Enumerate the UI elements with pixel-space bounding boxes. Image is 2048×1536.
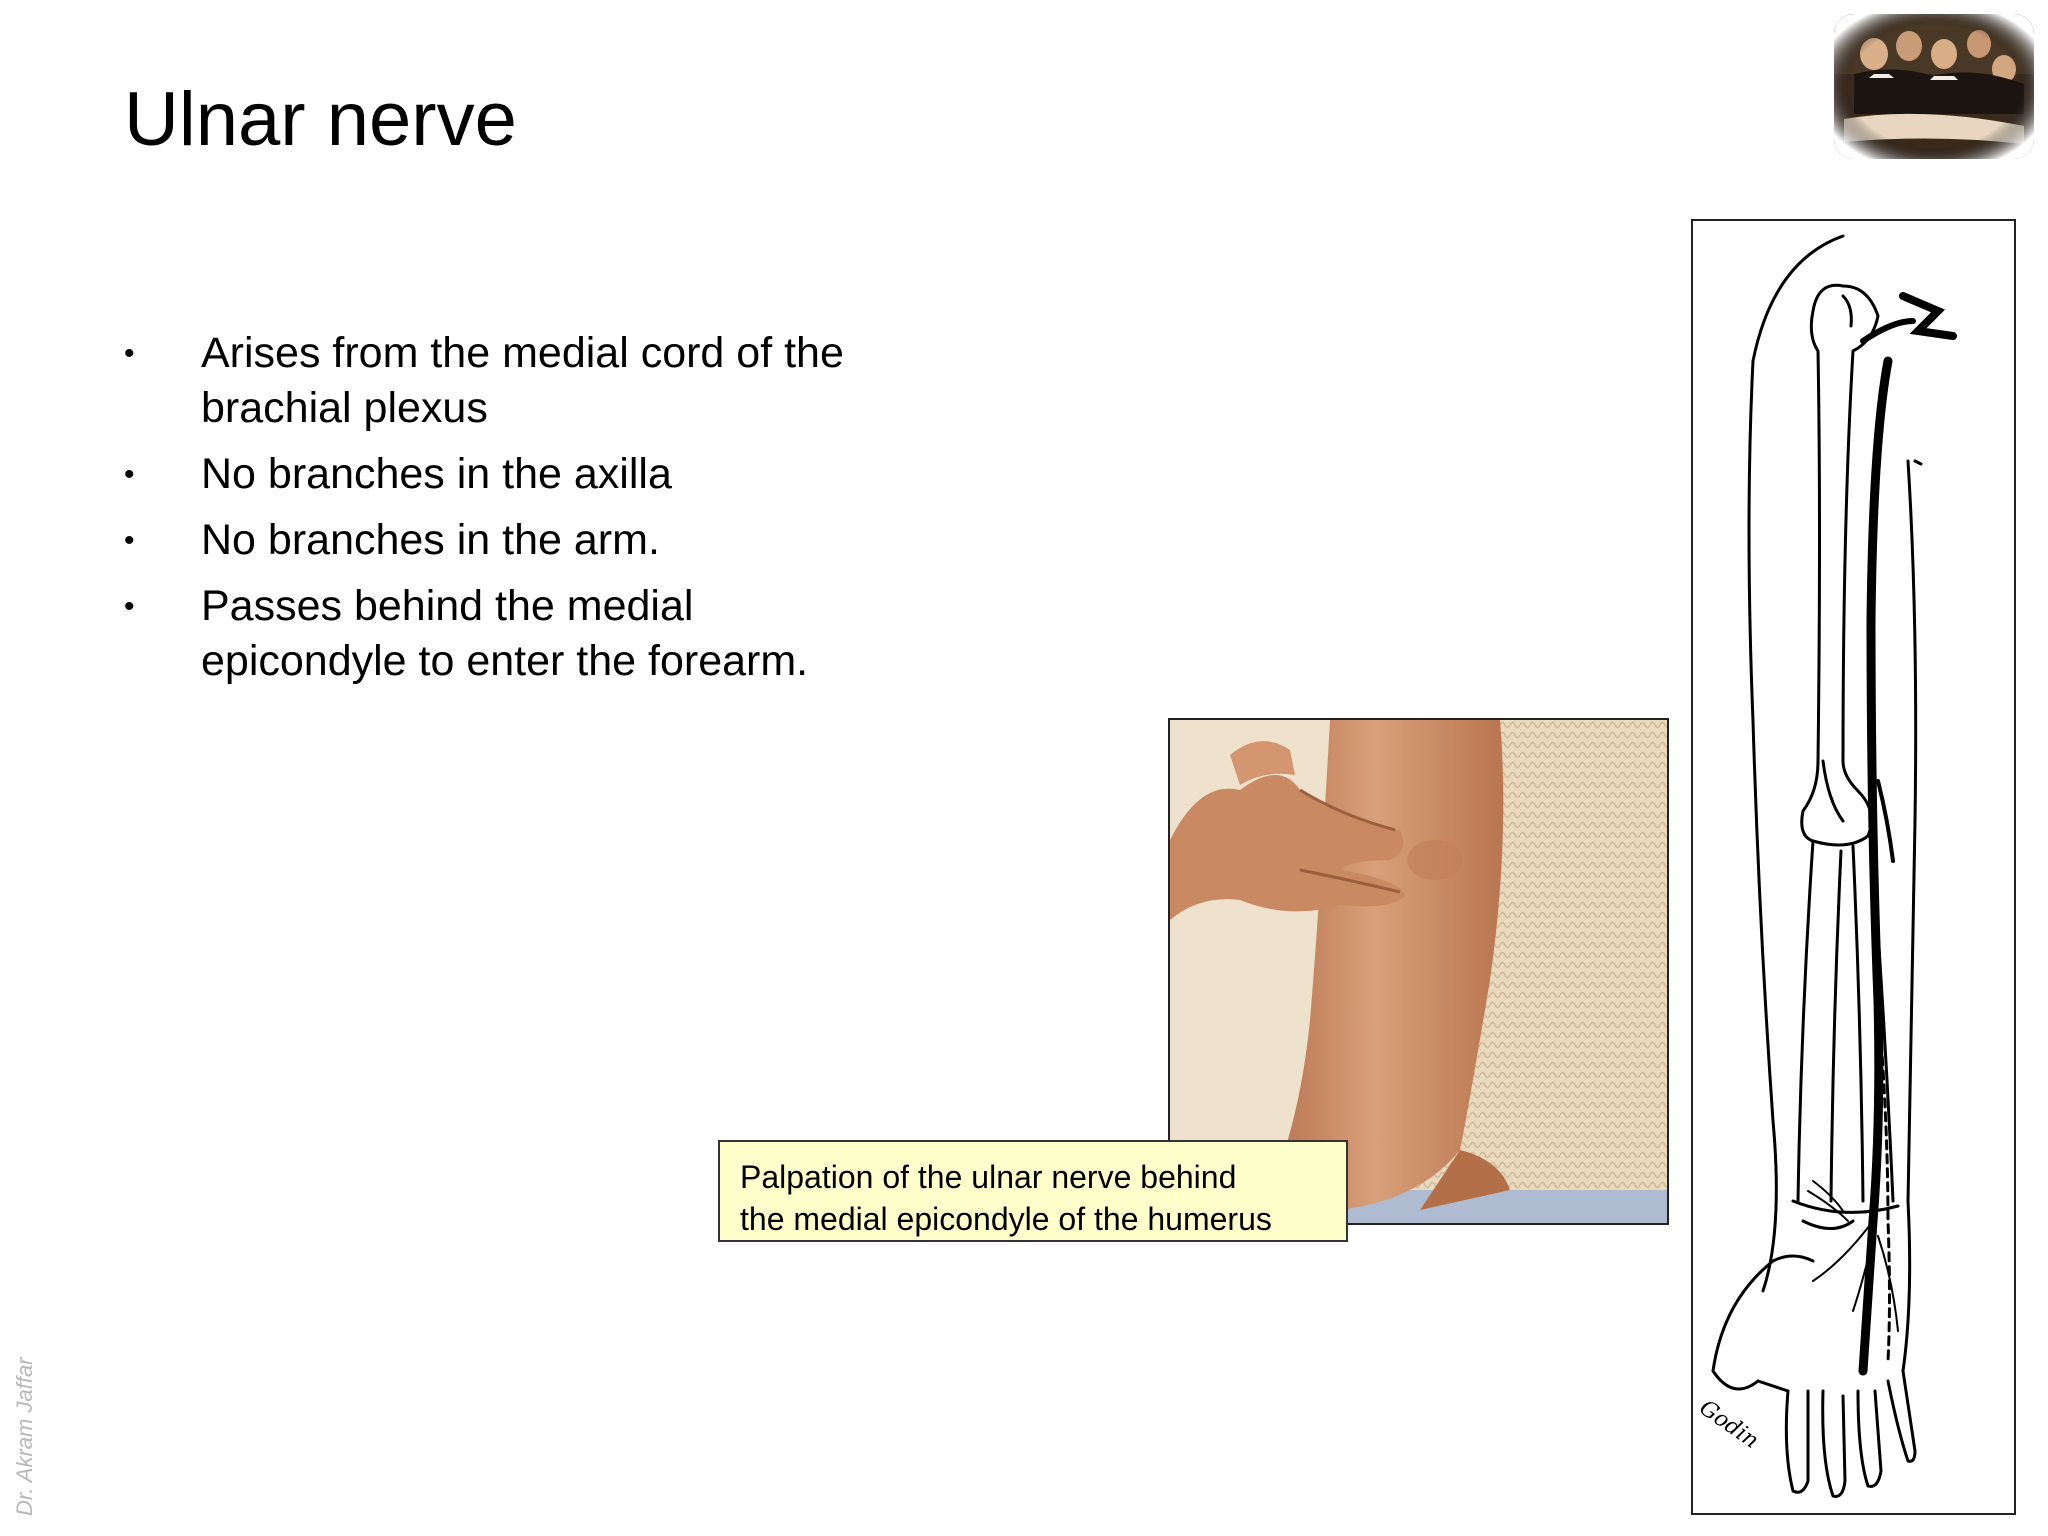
bullet-marker: • (124, 458, 135, 491)
caption-line-1: Palpation of the ulnar nerve behind (740, 1159, 1237, 1195)
bullet-list (124, 326, 884, 700)
photo-caption (718, 1140, 1348, 1242)
bullet-marker: • (124, 337, 135, 370)
bullet-item (124, 513, 884, 568)
bullet-text: Passes behind the medial epicondyle to enter the forearm. (201, 582, 809, 685)
arm-bones-drawing (1693, 221, 2014, 1513)
bullet-item (124, 579, 884, 689)
bullet-text: No branches in the axilla (201, 450, 672, 498)
painting-image (1834, 14, 2034, 159)
bullet-marker: • (124, 590, 135, 623)
author-watermark: Dr. Akram Jaffar (12, 1357, 37, 1516)
caption-line-2: the medial epicondyle of the humerus (740, 1201, 1272, 1237)
ulnar-nerve-diagram (1691, 219, 2016, 1515)
bullet-item (124, 447, 884, 502)
bullet-text: Arises from the medial cord of the brachial plexus (201, 329, 844, 432)
bullet-text: No branches in the arm. (201, 516, 660, 564)
artist-signature: Godin (1694, 1395, 1764, 1454)
anatomy-painting-thumbnail (1834, 14, 2034, 159)
bullet-item (124, 326, 884, 436)
slide-title: Ulnar nerve (124, 77, 517, 162)
bullet-marker: • (124, 524, 135, 557)
